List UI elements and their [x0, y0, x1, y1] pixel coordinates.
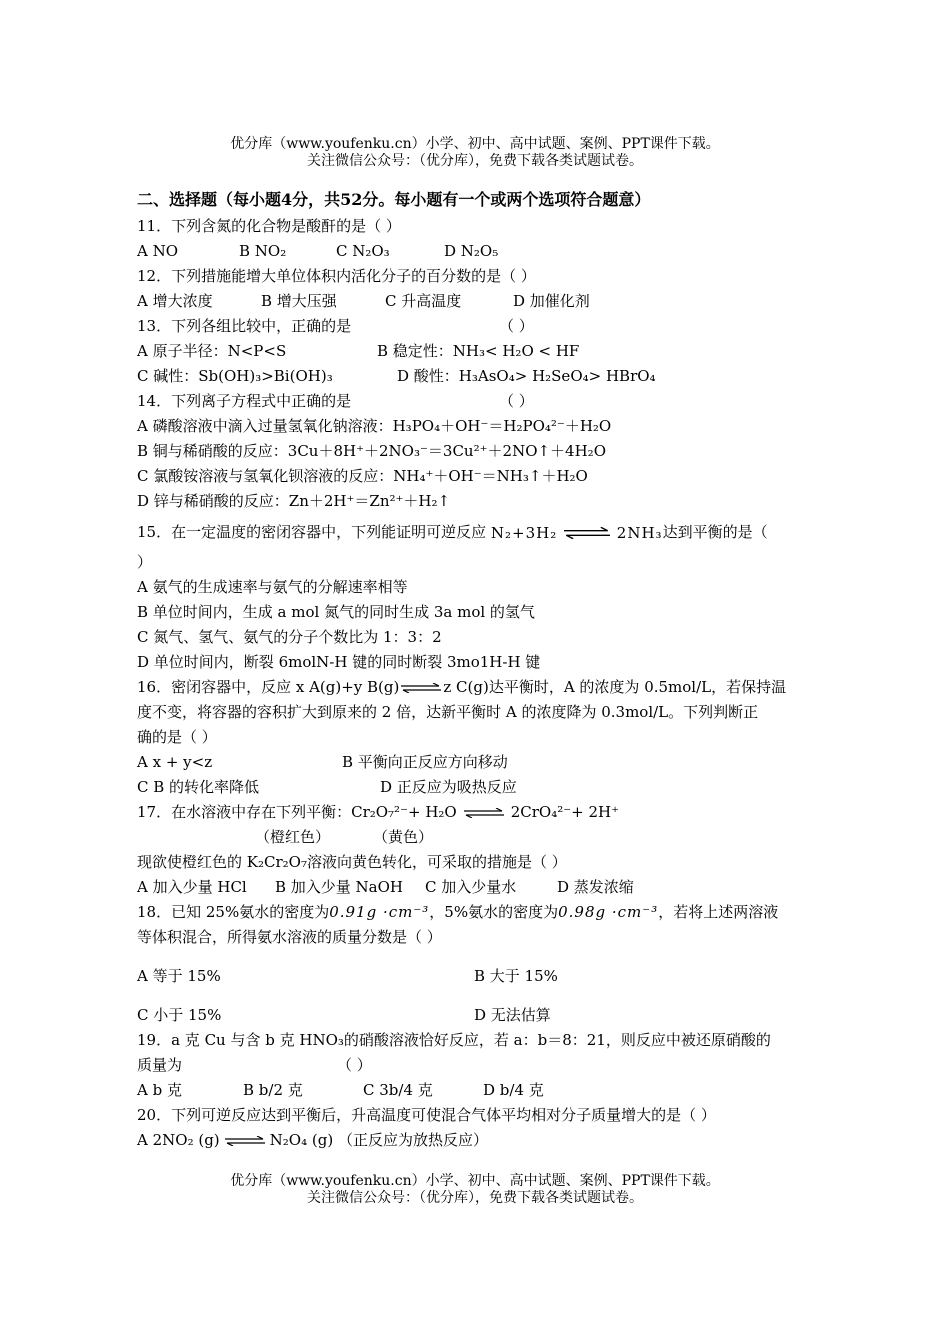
q18-options-cd: [137, 1003, 817, 1028]
q17-color-yellow: （黄色）: [373, 828, 434, 846]
q11-option-b: B NO₂: [239, 242, 287, 260]
q13-options-cd: [137, 364, 817, 389]
q15-option-c: C 氮气、氢气、氨气的分子个数比为 1：3：2: [137, 628, 442, 646]
q11-option-d: D N₂O₅: [444, 242, 499, 260]
equilibrium-arrow-icon: [461, 808, 507, 818]
q17-line-2: 现欲使橙红色的 K₂Cr₂O₇溶液向黄色转化，可采取的措施是（ ）: [137, 853, 567, 871]
q17-stem-line: [137, 800, 817, 825]
q18-option-d: D 无法估算: [474, 1006, 551, 1024]
q20-stem: 20．下列可逆反应达到平衡后，升高温度可使混合气体平均相对分子质量增大的是（ ）: [137, 1106, 716, 1124]
q19-line-1: 19．a 克 Cu 与含 b 克 HNO₃的硝酸溶液恰好反应，若 a：b＝8：21，则反应中被还原硝酸的: [137, 1031, 771, 1049]
q15-option-d: D 单位时间内，断裂 6molN-H 键的同时断裂 3mo1H-H 键: [137, 653, 541, 671]
q19-option-c: C 3b/4 克: [363, 1081, 433, 1099]
q13-option-b: B 稳定性：NH₃< H₂O < HF: [377, 342, 580, 360]
q18-line-2: 等体积混合，所得氨水溶液的质量分数是（ ）: [137, 928, 442, 946]
q20-option-a-pre: A 2NO₂ (g): [137, 1131, 220, 1149]
footer-line-1: 优分库（www.youfenku.cn）小学、初中、高中试题、案例、PPT课件下载。: [230, 1173, 720, 1189]
q16-line-1: [137, 675, 817, 700]
q13-stem: 13．下列各组比较中，正确的是: [137, 317, 352, 335]
q18-line-1-a: 18．已知 25%氨水的密度为: [137, 903, 330, 921]
q16-options-ab: [137, 750, 817, 775]
q16-option-b: B 平衡向正反应方向移动: [342, 753, 508, 771]
q15-paren-close: ）: [137, 553, 153, 571]
q14-option-a: A 磷酸溶液中滴入过量氢氧化钠溶液：H₃PO₄＋OH⁻＝H₂PO₄²⁻＋H₂O: [137, 417, 612, 435]
q19-line-2: [137, 1053, 817, 1078]
q11-option-c: C N₂O₃: [336, 242, 390, 260]
q17-options: [137, 875, 817, 900]
q13-paren: （ ）: [499, 317, 534, 335]
q17-option-c: C 加入少量水: [425, 878, 517, 896]
q12-option-b: B 增大压强: [261, 292, 337, 310]
q17-colors: [137, 825, 817, 850]
q19-paren: （ ）: [337, 1056, 372, 1074]
q15-option-a: A 氨气的生成速率与氨气的分解速率相等: [137, 578, 408, 596]
q17-option-d: D 蒸发浓缩: [557, 878, 634, 896]
q12-stem: 12．下列措施能增大单位体积内活化分子的百分数的是（ ）: [137, 267, 536, 285]
question-content: [137, 186, 817, 1153]
q19-option-b: B b/2 克: [243, 1081, 303, 1099]
q12-option-a: A 增大浓度: [137, 292, 213, 310]
q18-option-a: A 等于 15%: [137, 967, 221, 985]
header-line-1: 优分库（www.youfenku.cn）小学、初中、高中试题、案例、PPT课件下载。: [230, 136, 720, 152]
q16-options-cd: [137, 775, 817, 800]
equilibrium-arrow-icon: [222, 1136, 268, 1146]
q19-options: [137, 1078, 817, 1103]
q16-line-3: 确的是（ ）: [137, 728, 217, 746]
q11-stem: 11．下列含氮的化合物是酸酐的是（ ）: [137, 217, 401, 235]
q15-option-b: B 单位时间内，生成 a mol 氮气的同时生成 3a mol 的氢气: [137, 603, 535, 621]
q12-option-d: D 加催化剂: [513, 292, 590, 310]
q17-stem-post: 2CrO₄²⁻+ 2H⁺: [510, 803, 620, 821]
q11-option-a: A NO: [137, 242, 179, 260]
q13-option-a: A 原子半径：N<P<S: [137, 342, 287, 360]
q19-option-d: D b/4 克: [483, 1081, 544, 1099]
q14-stem-line: [137, 389, 817, 414]
q19-line-2-text: 质量为: [137, 1056, 183, 1074]
q16-line-1-pre: 16．密闭容器中，反应 x A(g)+y B(g): [137, 678, 400, 696]
q15-eq-right: 2NH₃: [616, 524, 663, 542]
q12-options: [137, 289, 817, 314]
q17-color-orange: （橙红色）: [255, 828, 331, 846]
q14-option-b: B 铜与稀硝酸的反应：3Cu＋8H⁺＋2NO₃⁻＝3Cu²⁺＋2NO↑＋4H₂O: [137, 442, 606, 460]
q19-option-a: A b 克: [137, 1081, 182, 1099]
q16-line-1-post: z C(g)达平衡时，A 的浓度为 0.5mol/L，若保持温: [443, 678, 787, 696]
q18-options-ab: [137, 964, 817, 989]
q15-stem-line: [137, 514, 817, 550]
q16-option-d: D 正反应为吸热反应: [380, 778, 517, 796]
q18-option-c: C 小于 15%: [137, 1006, 222, 1024]
q14-option-d: D 锌与稀硝酸的反应：Zn＋2H⁺＝Zn²⁺＋H₂↑: [137, 492, 451, 510]
q13-options-ab: [137, 339, 817, 364]
q15-eq-left: N₂+3H₂: [490, 524, 558, 542]
q16-option-c: C B 的转化率降低: [137, 778, 260, 796]
q17-option-b: B 加入少量 NaOH: [275, 878, 404, 896]
q13-option-d: D 酸性：H₃AsO₄> H₂SeO₄> HBrO₄: [397, 367, 656, 385]
q18-density-2: 0.98g ·cm⁻³: [558, 903, 659, 921]
q14-option-c: C 氯酸铵溶液与氢氧化钡溶液的反应：NH₄⁺＋OH⁻＝NH₃↑＋H₂O: [137, 467, 588, 485]
page-header: [0, 136, 950, 170]
q18-density-1: 0.91g ·cm⁻³: [329, 903, 430, 921]
q12-option-c: C 升高温度: [385, 292, 462, 310]
q13-option-c: C 碱性：Sb(OH)₃>Bi(OH)₃: [137, 367, 333, 385]
q16-line-2: 度不变，将容器的容积扩大到原来的 2 倍，达新平衡时 A 的浓度降为 0.3mol/L。下列判断正: [137, 703, 759, 721]
q14-paren: （ ）: [499, 392, 534, 410]
q11-options: [137, 239, 817, 264]
section-title: 二、选择题（每小题4分，共52分。每小题有一个或两个选项符合题意）: [137, 190, 651, 209]
q17-stem-pre: 17．在水溶液中存在下列平衡：Cr₂O₇²⁻+ H₂O: [137, 803, 457, 821]
q20-option-a: [137, 1128, 817, 1153]
q14-stem: 14．下列离子方程式中正确的是: [137, 392, 352, 410]
footer-line-2: 关注微信公众号：（优分库），免费下载各类试题试卷。: [307, 1190, 643, 1206]
q13-stem-line: [137, 314, 817, 339]
q16-option-a: A x + y<z: [137, 753, 213, 771]
q18-option-b: B 大于 15%: [474, 967, 558, 985]
page-footer: [0, 1173, 950, 1207]
q15-stem-pre: 15．在一定温度的密闭容器中，下列能证明可逆反应: [137, 523, 487, 541]
q18-line-1: [137, 900, 817, 925]
equilibrium-arrow-icon: [564, 527, 610, 539]
q17-option-a: A 加入少量 HCl: [137, 878, 247, 896]
q20-option-a-post: N₂O₄ (g) （正反应为放热反应）: [269, 1131, 488, 1149]
header-line-2: 关注微信公众号：（优分库），免费下载各类试题试卷。: [307, 153, 643, 169]
q18-line-1-c: ，若将上述两溶液: [658, 903, 779, 921]
q15-stem-post: 达到平衡的是（: [662, 523, 768, 541]
q18-line-1-b: ，5%氨水的密度为: [429, 903, 559, 921]
equilibrium-arrow-icon: [400, 683, 442, 693]
